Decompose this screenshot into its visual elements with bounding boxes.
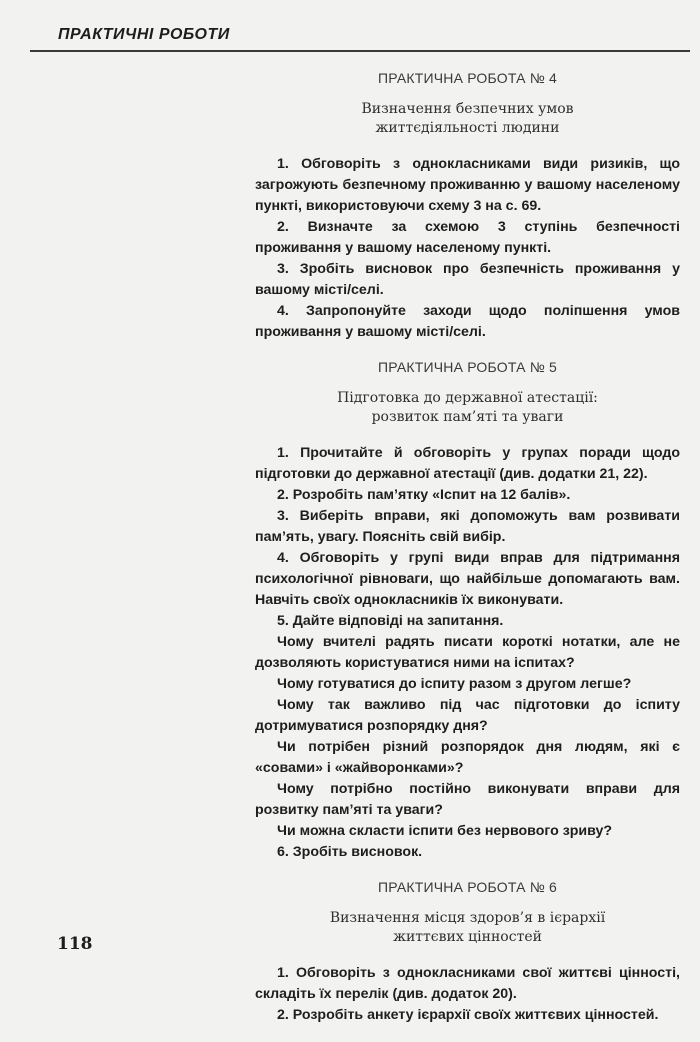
task-item: 2. Розробіть анкету ієрархії своїх життєвих цінностей.	[277, 1007, 659, 1023]
task-item: 1. Обговоріть з однокласниками свої життєві цінності, складіть їх перелік (див. додаток 20).	[255, 965, 680, 1002]
task-item: 1. Прочитайте й обговоріть у групах поради щодо підготовки до державної атестації (див. додатки 21, 22).	[255, 445, 680, 482]
task-item: 3. Виберіть вправи, які допоможуть вам розвивати пам’ять, увагу. Поясніть свій вибір.	[255, 508, 680, 545]
question-item: Чи можна скласти іспити без нервового зриву?	[277, 823, 613, 839]
topic-line: розвиток пам’яті та уваги	[371, 409, 564, 425]
task-item: 2. Визначте за схемою 3 ступінь безпечності проживання у вашому населеному пункті.	[255, 219, 680, 256]
work-topic	[255, 100, 680, 138]
question-item: Чому вчителі радять писати короткі нотатки, але не дозволяють користуватися ними на іспитах?	[255, 634, 680, 671]
task-item: 5. Дайте відповіді на запитання.	[277, 613, 504, 629]
running-title: ПРАКТИЧНІ РОБОТИ	[58, 26, 230, 43]
practical-work-4	[255, 70, 680, 343]
task-item: 3. Зробіть висновок про безпечність проживання у вашому місті/селі.	[255, 261, 680, 298]
header-rule	[30, 50, 690, 52]
question-item: Чому так важливо під час підготовки до іспиту дотримуватися розпорядку дня?	[255, 697, 680, 734]
question-item: Чому потрібно постійно виконувати вправи для розвитку пам’яті та уваги?	[255, 781, 680, 818]
work-title: ПРАКТИЧНА РОБОТА № 6	[377, 879, 558, 895]
practical-work-5	[255, 359, 680, 863]
topic-line: Підготовка до державної атестації:	[337, 390, 598, 406]
content-column	[255, 70, 680, 1042]
task-item: 6. Зробіть висновок.	[277, 844, 423, 860]
work-topic	[255, 389, 680, 427]
question-item: Чому готуватися до іспиту разом з другом легше?	[277, 676, 632, 692]
topic-line: життєдіяльності людини	[375, 120, 560, 136]
task-item: 2. Розробіть пам’ятку «Іспит на 12 балів».	[277, 487, 571, 503]
topic-line: життєвих цінностей	[393, 929, 542, 945]
topic-line: Визначення місця здоров’я в ієрархії	[329, 910, 606, 926]
task-item: 4. Запропонуйте заходи щодо поліпшення умов проживання у вашому місті/селі.	[255, 303, 680, 340]
work-topic	[255, 909, 680, 947]
work-title: ПРАКТИЧНА РОБОТА № 4	[377, 70, 558, 86]
practical-work-6	[255, 879, 680, 1026]
task-item: 1. Обговоріть з однокласниками види ризиків, що загрожують безпечному проживанню у вашому населеному пункті, використовуючи схему 3 на с. 69.	[255, 156, 680, 214]
page-number: 118	[57, 934, 93, 954]
work-title: ПРАКТИЧНА РОБОТА № 5	[377, 359, 558, 375]
question-item: Чи потрібен різний розпорядок дня людям, які є «совами» і «жайворонками»?	[255, 739, 680, 776]
topic-line: Визначення безпечних умов	[361, 101, 574, 117]
task-item: 4. Обговоріть у групі види вправ для підтримання психологічної рівноваги, що найбільше допомагають вам. Навчіть своїх однокласників їх виконувати.	[255, 550, 680, 608]
